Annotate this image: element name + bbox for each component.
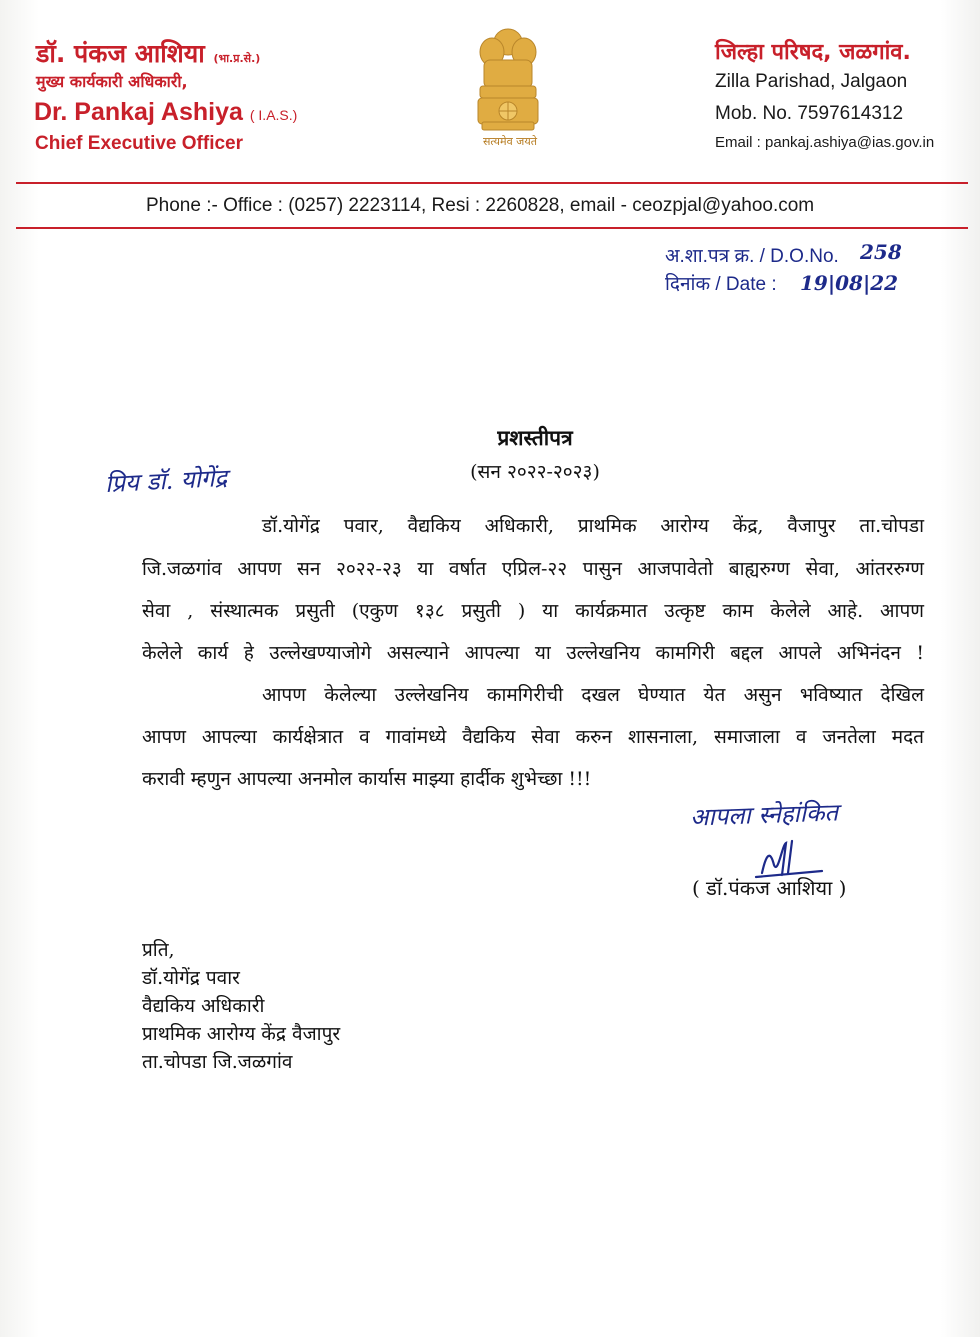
certificate-title: प्रशस्तीपत्र — [497, 425, 573, 450]
recipient-line: वैद्यकिय अधिकारी — [142, 995, 265, 1017]
contact-phone-line: Phone :- Office : (0257) 2223114, Resi : 2260828, email - ceozpjal@yahoo.com — [146, 195, 815, 216]
officer-role-marathi: मुख्य कार्यकारी अधिकारी, — [36, 72, 188, 91]
do-number-value: 258 — [860, 240, 902, 264]
body-line: जि.जळगांव आपण सन २०२२-२३ या वर्षात एप्रिल-२२ पासुन आजपावेतो बाह्यरुग्ण सेवा, आंतररुग्ण — [142, 558, 924, 580]
letterhead-divider-bottom — [16, 227, 968, 229]
mobile-number: Mob. No. 7597614312 — [715, 103, 904, 124]
official-email: Email : pankaj.ashiya@ias.gov.in — [715, 134, 935, 151]
body-line: आपण आपल्या कार्यक्षेत्रात व गावांमध्ये वैद्यकिय सेवा करुन शासनाला, समाजाला व जनतेला मदत — [142, 726, 924, 748]
body-line: सेवा , संस्थात्मक प्रसुती (एकुण १३८ प्रसुती ) या कार्यक्रमात उत्कृष्ट काम केलेले आहे. आपण — [142, 600, 924, 622]
service-suffix-marathi: (भा.प्र.से.) — [213, 52, 261, 65]
body-line: डॉ.योगेंद्र पवार, वैद्यकिय अधिकारी, प्राथमिक आरोग्य केंद्र, वैजापुर ता.चोपडा — [262, 515, 924, 537]
do-number-label: अ.शा.पत्र क्र. / D.O.No. — [665, 246, 839, 267]
body-line: केलेले कार्य हे उल्लेखण्याजोगे असल्याने आपल्या या उल्लेखनिय कामगिरी बद्दल आपले अभिनंदन ! — [142, 642, 924, 664]
service-suffix-english: ( I.A.S.) — [249, 107, 298, 123]
body-line: आपण केलेल्या उल्लेखनिय कामगिरीची दखल घेण्यात येत असुन भविष्यात देखिल — [262, 684, 924, 706]
recipient-line: ता.चोपडा जि.जळगांव — [142, 1051, 293, 1073]
national-emblem-icon — [468, 22, 548, 152]
officer-role-english: Chief Executive Officer — [35, 133, 244, 154]
emblem-motto: सत्यमेव जयते — [482, 135, 537, 148]
signatory-name: ( डॉ.पंकज आशिया ) — [692, 876, 847, 900]
certificate-year: (सन २०२२-२०२३) — [470, 461, 600, 483]
date-value: 19|08|22 — [800, 271, 899, 295]
officer-name-english: Dr. Pankaj Ashiya ( I.A.S.) — [34, 98, 298, 126]
handwritten-greeting: प्रिय डॉ. योगेंद्र — [104, 463, 228, 499]
letterhead-divider-top — [16, 182, 968, 184]
date-label: दिनांक / Date : — [665, 274, 777, 295]
recipient-line: प्रति, — [142, 939, 175, 961]
recipient-line: डॉ.योगेंद्र पवार — [142, 967, 240, 989]
organization-name-marathi: जिल्हा परिषद, जळगांव. — [715, 40, 911, 65]
handwritten-closing: आपला स्नेहांकित — [689, 798, 839, 832]
organization-name-english: Zilla Parishad, Jalgaon — [715, 71, 908, 92]
officer-name-marathi: डॉ. पंकज आशिया (भा.प्र.से.) — [36, 39, 261, 68]
recipient-line: प्राथमिक आरोग्य केंद्र वैजापुर — [142, 1023, 341, 1045]
body-line: करावी म्हणुन आपल्या अनमोल कार्यास माझ्या हार्दीक शुभेच्छा !!! — [142, 768, 592, 790]
